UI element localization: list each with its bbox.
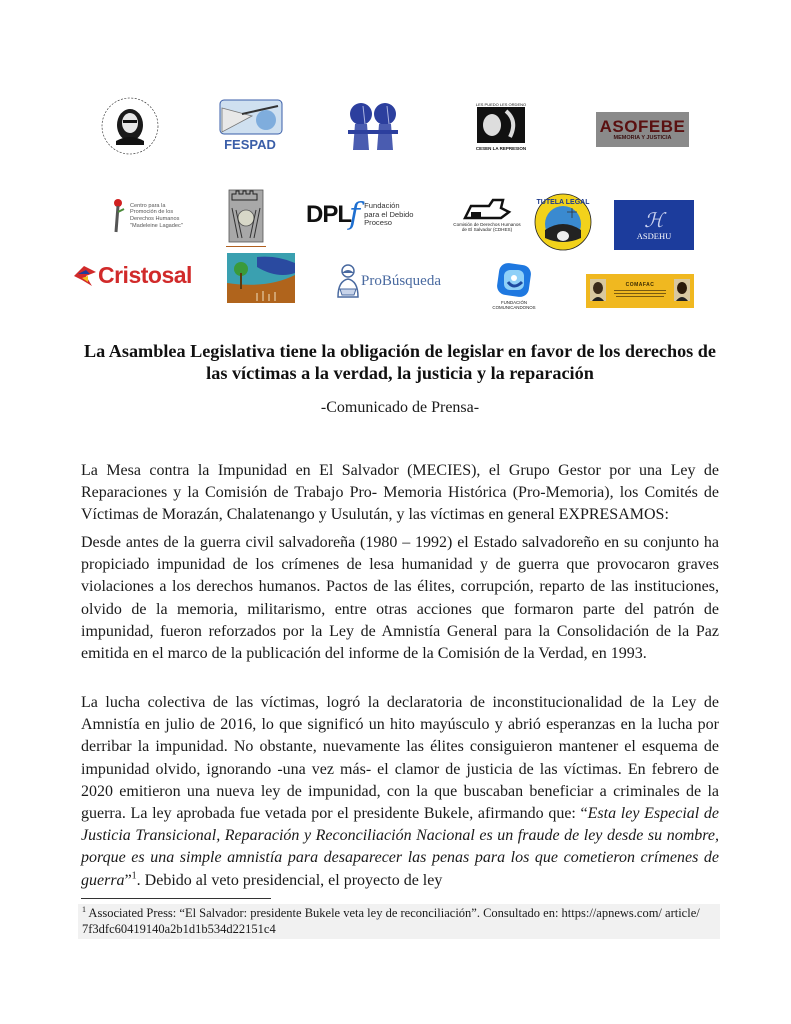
logo-centro-madeleine-lagadec (108, 198, 203, 234)
logo-asdehu (614, 200, 694, 250)
document-subtitle: -Comunicado de Prensa- (320, 399, 480, 416)
dplf-line-1: Fundación (364, 201, 400, 211)
comunicandonos-icon (494, 260, 534, 300)
footnote-number: 1 (82, 904, 86, 914)
document-title (70, 340, 730, 384)
title-line-2: las víctimas a la verdad, la justicia y la reparación (206, 363, 594, 383)
romero-portrait-icon (98, 95, 162, 157)
centro-line-1: Centro para la (130, 202, 166, 209)
logo-comafac (586, 274, 694, 308)
logo-pro-busqueda (336, 262, 452, 300)
comafac-label: COMAFAC (625, 281, 655, 288)
cdhes-line-1: Comisión de Derechos Humanos (453, 221, 521, 227)
logo-tutela-legal (533, 192, 593, 252)
castle-emblem-icon (228, 188, 264, 244)
svg-text:LES PUEDO LES ORDENO: LES PUEDO LES ORDENO (475, 102, 527, 107)
cristosal-bird-icon (72, 262, 98, 288)
dplf-line-3: Proceso (364, 218, 392, 228)
logo-concertacion-monsenor-romero (98, 95, 162, 157)
dplf-f-mark: f (349, 197, 361, 232)
paragraph-3 (81, 692, 719, 892)
two-figures-icon (343, 100, 403, 152)
tutela-legal-seal-icon (533, 192, 593, 252)
logo-painting (227, 253, 295, 303)
asofebe-sublabel: MEMORIA Y JUSTICIA (613, 134, 672, 141)
centro-line-3: Derechos Humanos (130, 216, 180, 222)
logo-two-figures (343, 100, 403, 152)
landscape-painting-icon (227, 253, 295, 303)
cdhes-hands-icon (461, 196, 513, 222)
paragraph-1: La Mesa contra la Impunidad en El Salvador (MECIES), el Grupo Gestor por una Ley de Reparaciones y la Comisión de Trabajo Pro- Memoria Histórica (Pro-Memoria), los Comités de Víctimas de Morazán, Chalatenango y Usulután, y las víctimas en general EXPRESAMOS: (81, 462, 719, 524)
asofebe-label: ASOFEBE (599, 116, 686, 136)
cdhes-line-2: de El Salvador (CDHES) (461, 227, 513, 232)
footnote (78, 904, 720, 939)
dplf-line-2: para el Debido (364, 209, 414, 219)
title-line-1: La Asamblea Legislativa tiene la obligación de legislar en favor de los derechos de (83, 341, 716, 361)
dplf-wordmark: DPL (306, 201, 351, 228)
logo-asofebe (596, 112, 689, 147)
portrait-right-icon (674, 279, 690, 303)
portrait-left-icon (590, 279, 606, 303)
asdehu-label: ASDEHU (636, 231, 672, 241)
comunicandonos-line-2: COMUNICANDONOS (492, 305, 536, 310)
cristosal-label: Cristosal (98, 262, 192, 288)
comunicandonos-line-1: FUNDACIÓN (500, 300, 528, 305)
footnote-text: Associated Press: “El Salvador: presidente Bukele veta ley de reconciliación”. Consultado en: https://apnews.com/ article/ 7f3dfc60419140a2b1d1b534d22151c4 (82, 906, 700, 936)
footnote-reference[interactable]: 1 (131, 870, 137, 882)
footnote-divider (81, 898, 271, 899)
logo-dplf (306, 197, 430, 233)
svg-text:FESPAD: FESPAD (224, 137, 276, 152)
logo-cristosal (72, 260, 192, 290)
asdehu-monogram: ℋ (644, 208, 664, 232)
logo-cesen-la-represion (470, 101, 532, 153)
logo-fundacion-comunicandonos (484, 256, 544, 314)
svg-text:TUTELA LEGAL: TUTELA LEGAL (536, 199, 590, 206)
centro-line-4: "Madeleine Lagadec" (130, 222, 183, 229)
centro-line-2: Promoción de los (130, 209, 174, 216)
rose-icon (108, 198, 126, 234)
cesen-represion-icon (470, 101, 532, 153)
logo-fespad (212, 96, 288, 154)
probusqueda-label: ProBúsqueda (361, 273, 441, 289)
paragraph-3-quote: Esta ley Especial de Justicia Transicional, Reparación y Reconciliación Nacional es un fraude de ley desde su nombre, porque es una simple amnistía para desaparecer las penas para los que cometieron crímenes de guerra (81, 805, 719, 889)
paragraph-2: Desde antes de la guerra civil salvadoreña (1980 – 1992) el Estado salvadoreño en su conjunto ha propiciado impunidad de los crímenes de lesa humanidad y de guerra que provocaron graves violaciones a los derechos humanos. Pactos de las élites, corrupción, reparto de las instituciones, olvido de la memoria, militarismo, entre otras acciones que formaron parte del patrón de impunidad, fueron reforzados por la Ley de Amnistía General para la Consolidación de la Paz emitida en el marco de la publicación del informe de la Comisión de la Verdad, en 1993. (81, 534, 719, 663)
paragraph-3-tail: . Debido al veto presidencial, el proyecto de ley (136, 871, 443, 889)
probusqueda-figure-icon (336, 263, 360, 299)
paragraph-3-close-quote: ” (124, 871, 132, 889)
svg-text:CESEN LA REPRESION: CESEN LA REPRESION (475, 146, 527, 151)
logo-cdhes (452, 193, 522, 235)
logo-castle-emblem (226, 186, 266, 248)
fespad-book-icon (212, 96, 288, 154)
paragraph-3-intro: La lucha colectiva de las víctimas, logró la declaratoria de inconstitucionalidad de la Ley de Amnistía en julio de 2016, lo que significó un hito mayúsculo y abrió esperanzas en la lucha por derribar la impunidad. No obstante, nuevamente las élites consiguieron mantener el esquema de impunidad olvido, ignorando -una vez más- el clamor de justicia de las víctimas. En febrero de 2020 emitieron una nueva ley de impunidad, con la que buscaban beneficiar a criminales de la guerra. La ley aprobada fue vetada por el presidente Bukele, afirmando que: “ (81, 694, 719, 823)
